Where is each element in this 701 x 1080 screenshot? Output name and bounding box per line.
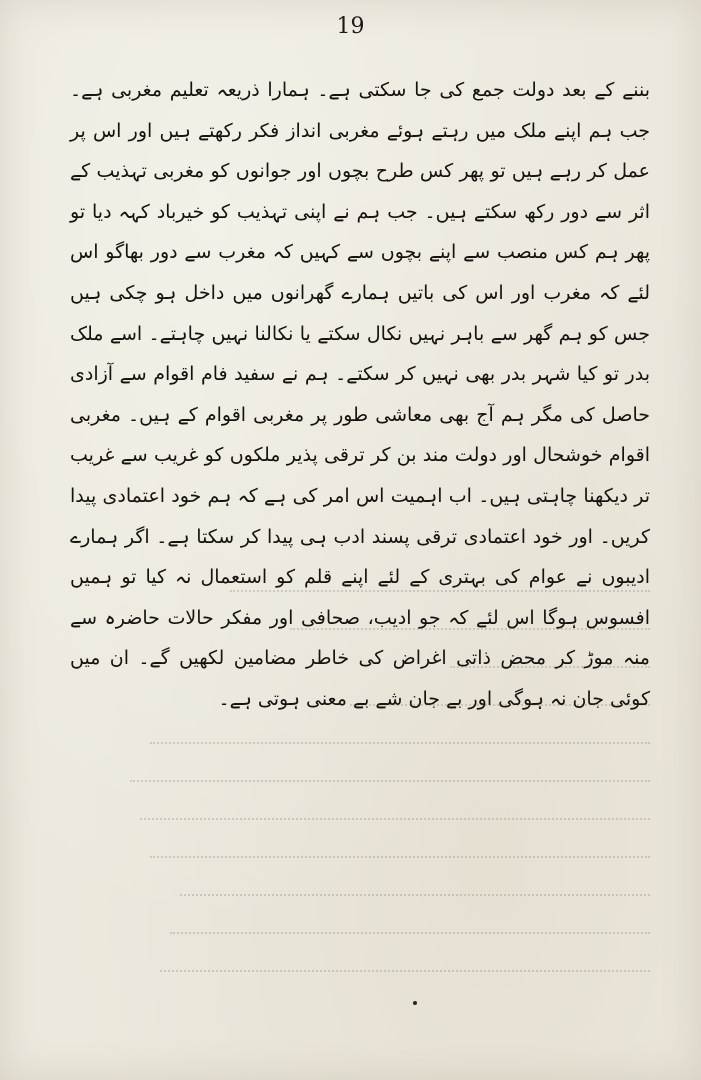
- show-through-text: [110, 570, 650, 990]
- page-number: 19: [336, 14, 365, 39]
- ink-speck: [413, 1001, 417, 1005]
- body-paragraph: بننے کے بعد دولت جمع کی جا سکتی ہے۔ ہمارا ذریعہ تعلیم مغربی ہے۔ جب ہم اپنے ملک میں رہتے ہوئے مغربی انداز فکر رکھتے ہیں اور اس پر عمل کر رہے ہیں تو پھر کس طرح بچوں اور جوانوں کو مغربی تہذیب کے اثر سے دور رکھ سکتے ہیں۔ جب ہم نے اپنی تہذیب کو خیرباد کہہ دیا تو پھر ہم کس منصب سے اپنے بچوں سے کہیں کہ مغرب سے دور بھاگو اس لئے کہ مغرب اور اس کی باتیں ہمارے گھرانوں میں داخل ہو چکی ہیں جس کو ہم گھر سے باہر نہیں نکال سکتے یا نکالنا نہیں چاہتے۔ اسے ملک بدر تو کیا شہر بدر بھی نہیں کر سکتے۔ ہم نے سفید فام اقوام سے آزادی حاصل کی مگر ہم آج بھی معاشی طور پر مغربی اقوام کے ہیں۔ مغربی اقوام خوشحال اور دولت مند بن کر ترقی پذیر ملکوں کو غریب سے غریب تر دیکھنا چاہتی ہیں۔ اب اہمیت اس امر کی ہے کہ ہم خود اعتمادی پیدا کریں۔ اور خود اعتمادی ترقی پسند ادب ہی پیدا کر سکتا ہے۔ اگر ہمارے ادیبوں نے عوام کی بہتری کے لئے اپنے قلم کو استعمال نہ کیا تو ہمیں افسوس ہوگا اس لئے کہ جو ادیب، صحافی اور مفکر حالات حاضرہ سے منہ موڑ کر محض ذاتی اغراض کی خاطر مضامین لکھیں گے۔ ان میں کوئی جان نہ ہوگی اور بے جان شے بے معنی ہوتی ہے۔: [70, 79, 650, 710]
